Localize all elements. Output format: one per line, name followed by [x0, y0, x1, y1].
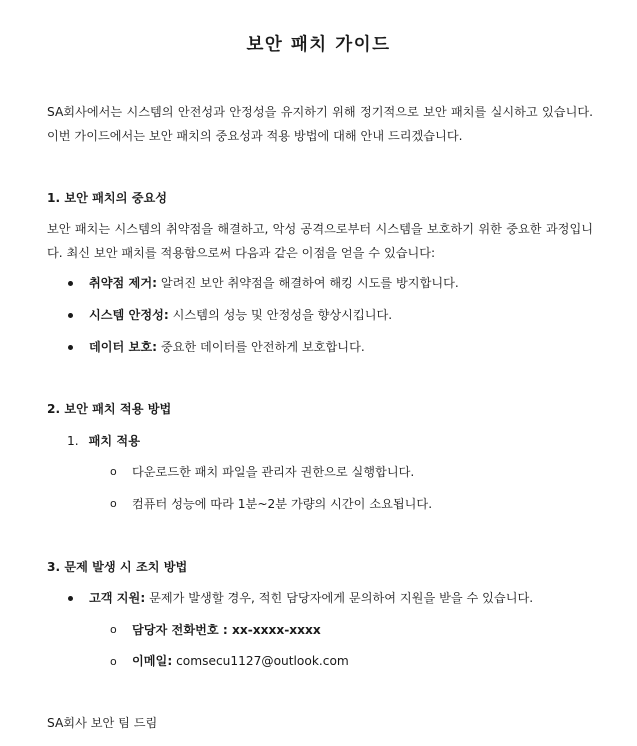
document-title: 보안 패치 가이드: [246, 35, 391, 55]
contact-label: 이메일:: [132, 654, 173, 668]
bullet-dot: [68, 281, 73, 286]
contact-email: [132, 652, 349, 669]
bullet-item-stability: [89, 306, 392, 323]
sub-bullet-marker: o: [110, 623, 117, 636]
intro-paragraph: SA회사에서는 시스템의 안전성과 안정성을 유지하기 위해 정기적으로 보안 패치를 실시하고 있습니다. 이번 가이드에서는 보안 패치의 중요성과 적용 방법에 대해 안내 드리겠습니다.: [47, 105, 593, 143]
bullet-text: 알려진 보안 취약점을 해결하여 해킹 시도를 방지합니다.: [156, 276, 459, 290]
bullet-label: 시스템 안정성:: [89, 308, 169, 322]
section1-heading: 1. 보안 패치의 중요성: [47, 191, 168, 205]
bullet-item-support: [89, 589, 533, 606]
bullet-text: 시스템의 성능 및 안정성을 향상시킵니다.: [168, 308, 393, 322]
bullet-label: 취약점 제거:: [89, 276, 157, 290]
sub-bullet-marker: o: [110, 465, 117, 478]
signature: SA회사 보안 팀 드림: [47, 716, 158, 730]
contact-phone: [132, 621, 321, 638]
section1-body: 보안 패치는 시스템의 취약점을 해결하고, 악성 공격으로부터 시스템을 보호하기 위한 중요한 과정입니다. 최신 보안 패치를 적용함으로써 다음과 같은 이점을 얻을 수 있습니다:: [47, 222, 593, 260]
bullet-dot: [68, 596, 73, 601]
contact-label: 담당자 전화번호 : xx-xxxx-xxxx: [132, 623, 321, 637]
sub-bullet-marker: o: [110, 497, 117, 510]
bullet-label: 고객 지원:: [89, 591, 146, 605]
section3-heading: 3. 문제 발생 시 조치 방법: [47, 560, 188, 574]
bullet-text: 중요한 데이터를 안전하게 보호합니다.: [156, 340, 365, 354]
sub-bullet-marker: o: [110, 655, 117, 668]
bullet-item-vulnerability: [89, 274, 459, 291]
contact-value: comsecu1127@outlook.com: [172, 654, 349, 668]
sub-item-run-patch: 다운로드한 패치 파일을 관리자 권한으로 실행합니다.: [132, 465, 415, 479]
sub-item-duration: 컴퓨터 성능에 따라 1분~2분 가량의 시간이 소요됩니다.: [132, 497, 433, 511]
bullet-item-data-protection: [89, 338, 365, 355]
bullet-text: 문제가 발생할 경우, 적힌 담당자에게 문의하여 지원을 받을 수 있습니다.: [145, 591, 534, 605]
bullet-dot: [68, 313, 73, 318]
bullet-dot: [68, 345, 73, 350]
numbered-step: [67, 432, 140, 449]
section2-heading: 2. 보안 패치 적용 방법: [47, 402, 172, 416]
step-number: 1.: [67, 434, 79, 448]
step-label: 패치 적용: [88, 434, 140, 448]
bullet-label: 데이터 보호:: [89, 340, 157, 354]
